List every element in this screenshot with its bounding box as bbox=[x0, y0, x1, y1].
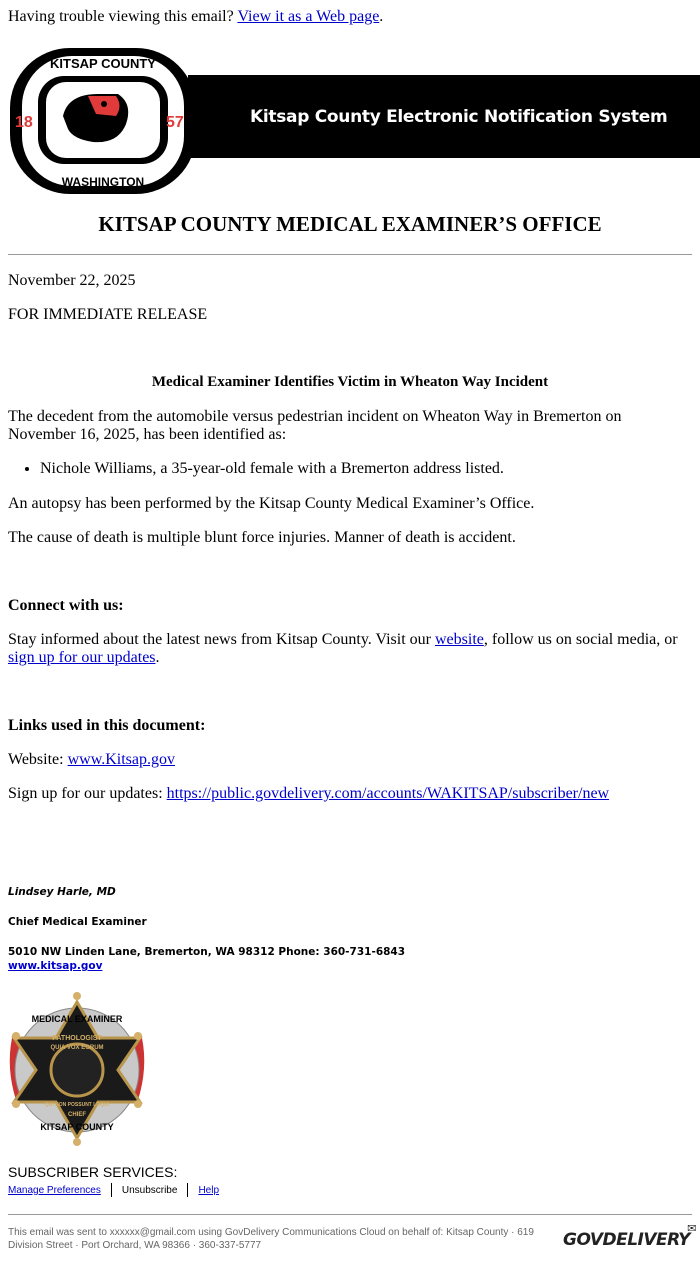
preheader-text: Having trouble viewing this email? bbox=[8, 8, 238, 25]
seal-year-right: 57 bbox=[166, 114, 184, 131]
connect-text-2: , follow us on social media, or bbox=[483, 631, 678, 648]
badge-top-text: MEDICAL EXAMINER bbox=[31, 1014, 123, 1024]
view-web-page-link[interactable]: View it as a Web page bbox=[237, 8, 380, 25]
release-date: November 22, 2025 bbox=[8, 272, 136, 289]
website-link[interactable]: website bbox=[434, 631, 484, 648]
subscriber-links bbox=[8, 1183, 692, 1197]
separator bbox=[111, 1183, 112, 1197]
govdelivery-logo bbox=[563, 1222, 696, 1250]
preheader-end: . bbox=[379, 8, 384, 25]
govdelivery-logo-text: GOVDELIVERY bbox=[563, 1230, 690, 1250]
badge-line1: PATHOLOGIST bbox=[52, 1035, 102, 1042]
seal-top-text: KITSAP COUNTY bbox=[50, 56, 156, 71]
victim-list bbox=[8, 460, 692, 478]
connect-text-1: Stay informed about the latest news from Kitsap County. Visit our bbox=[8, 631, 435, 648]
links-website bbox=[8, 751, 692, 769]
paragraph-cause: The cause of death is multiple blunt force injuries. Manner of death is accident. bbox=[8, 529, 516, 546]
signup-link[interactable]: sign up for our updates bbox=[8, 649, 156, 666]
banner-title: Kitsap County Electronic Notification System bbox=[250, 106, 668, 127]
manage-preferences-link[interactable]: Manage Preferences bbox=[8, 1184, 101, 1196]
connect-text-3: . bbox=[155, 649, 160, 666]
paragraph-intro: The decedent from the automobile versus pedestrian incident on Wheaton Way in Bremerton on November 16, 2025, has been identified as: bbox=[8, 408, 622, 443]
badge-bottom-text: KITSAP COUNTY bbox=[40, 1122, 114, 1132]
signup-label: Sign up for our updates: bbox=[8, 785, 167, 802]
envelope-icon: ✉ bbox=[687, 1222, 696, 1235]
header-banner bbox=[8, 44, 700, 196]
subscriber-heading: SUBSCRIBER SERVICES: bbox=[8, 1164, 178, 1180]
badge-line4: CHIEF bbox=[68, 1112, 86, 1118]
seal-bottom-text: WASHINGTON bbox=[61, 175, 145, 189]
signature-name: Lindsey Harle, MD bbox=[8, 886, 116, 898]
article-subheading: Medical Examiner Identifies Victim in Wheaton Way Incident bbox=[151, 374, 549, 390]
signature-title: Chief Medical Examiner bbox=[8, 916, 147, 928]
release-type: FOR IMMEDIATE RELEASE bbox=[8, 306, 208, 323]
website-label: Website: bbox=[8, 751, 68, 768]
unsubscribe-link[interactable]: Unsubscribe bbox=[121, 1184, 178, 1196]
kitsap-gov-link[interactable]: www.Kitsap.gov bbox=[67, 751, 175, 768]
govdelivery-signup-link[interactable]: https://public.govdelivery.com/accounts/WAKITSAP/subscriber/new bbox=[166, 785, 610, 802]
footer-text: This email was sent to xxxxxx@gmail.com using GovDelivery Communications Cloud on behalf of: Kitsap County · 619 Division Street · Port Orchard, WA 98366 · 360-337-5777 bbox=[8, 1227, 534, 1251]
signature-url-link[interactable]: www.kitsap.gov bbox=[8, 960, 103, 972]
links-signup bbox=[8, 785, 692, 803]
connect-text bbox=[8, 631, 692, 667]
connect-heading: Connect with us: bbox=[8, 597, 124, 614]
list-item: • Nichole Williams, a 35-year-old female with a Bremerton address listed. bbox=[40, 460, 692, 478]
paragraph-autopsy: An autopsy has been performed by the Kitsap County Medical Examiner’s Office. bbox=[8, 495, 535, 512]
kitsap-county-seal-logo bbox=[8, 44, 198, 196]
help-link[interactable]: Help bbox=[198, 1184, 220, 1196]
preheader bbox=[8, 8, 692, 26]
medical-examiner-badge-logo bbox=[6, 988, 148, 1148]
banner-band bbox=[188, 75, 700, 158]
badge-line3: QUI NON POSSUNT LOQUI bbox=[44, 1102, 110, 1108]
seal-year-left: 18 bbox=[15, 114, 33, 131]
separator bbox=[187, 1183, 188, 1197]
footer-divider bbox=[8, 1214, 692, 1215]
signature-address: 5010 NW Linden Lane, Bremerton, WA 98312 Phone: 360-731-6843 bbox=[8, 946, 406, 958]
page-title: KITSAP COUNTY MEDICAL EXAMINER’S OFFICE bbox=[98, 212, 602, 236]
badge-line2: QUIA VOX EORUM bbox=[50, 1045, 104, 1051]
links-heading: Links used in this document: bbox=[8, 717, 206, 734]
divider bbox=[8, 254, 692, 255]
